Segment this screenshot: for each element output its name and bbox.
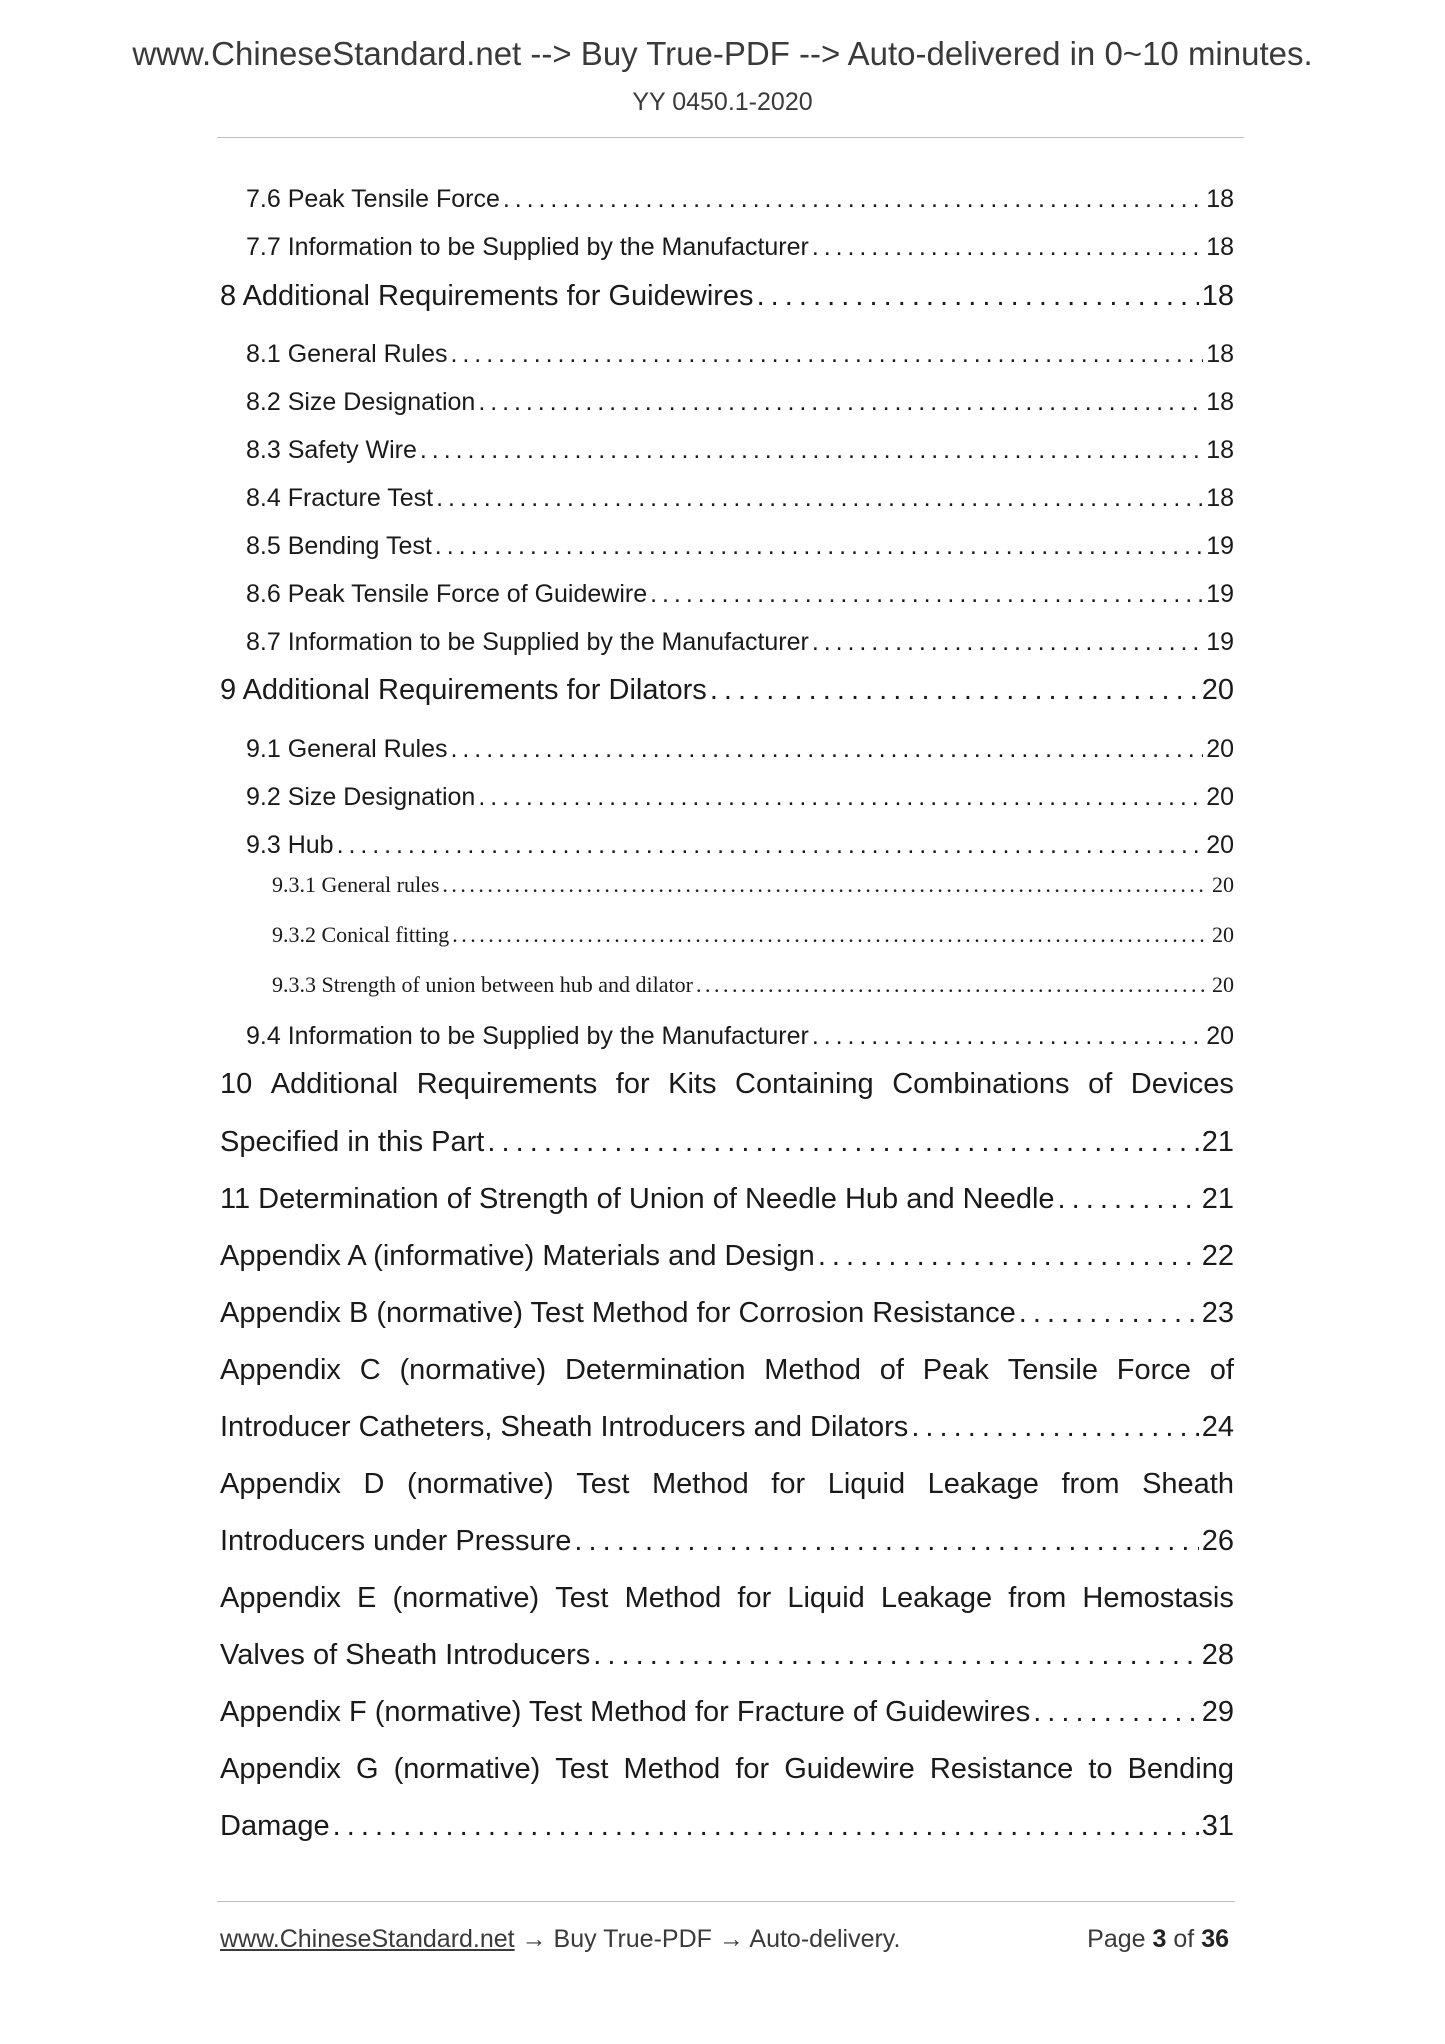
toc-entry-word: Guidewire <box>784 1753 915 1785</box>
toc-entry[interactable] <box>246 831 1234 860</box>
toc-entry-page: 20 <box>1212 872 1234 897</box>
toc-entry-word: Sheath <box>1142 1468 1234 1500</box>
toc-leader <box>420 436 1203 465</box>
toc-entry[interactable] <box>220 1183 1234 1216</box>
toc-leader <box>650 580 1203 609</box>
toc-entry[interactable] <box>220 1639 1234 1672</box>
toc-entry-page: 20 <box>1206 783 1234 811</box>
toc-entry-page: 18 <box>1206 340 1234 368</box>
toc-entry-page: 18 <box>1206 185 1234 213</box>
toc-entry-title: 7.7 Information to be Supplied by the Manufacturer <box>246 233 809 261</box>
toc-entry-word: for <box>737 1582 772 1614</box>
toc-entry-word: 10 <box>220 1068 253 1100</box>
toc-leader <box>478 783 1203 812</box>
toc-leader <box>757 280 1199 313</box>
toc-entry-word: (normative) <box>407 1468 554 1500</box>
toc-entry-word: G <box>355 1753 379 1785</box>
page-total: 36 <box>1201 1925 1229 1953</box>
toc-entry-word: Devices <box>1130 1068 1234 1100</box>
toc-entry[interactable] <box>220 1240 1234 1273</box>
toc-entry-word: Containing <box>735 1068 874 1100</box>
toc-leader <box>451 735 1204 764</box>
toc-entry-title: 9.3 Hub <box>246 831 334 859</box>
toc-entry-title: 8.6 Peak Tensile Force of Guidewire <box>246 580 648 608</box>
toc-leader <box>435 532 1203 561</box>
toc-entry-title: Specified in this Part <box>220 1126 485 1158</box>
toc-leader <box>503 185 1203 214</box>
toc-entry-title: 9.3.2 Conical fitting <box>272 922 450 947</box>
toc-entry-word: Leakage <box>927 1468 1039 1500</box>
toc-entry-word: Bending <box>1127 1753 1234 1785</box>
toc-entry-word: to <box>1088 1753 1113 1785</box>
toc-entry-title: Valves of Sheath Introducers <box>220 1639 591 1671</box>
toc-entry-word: Liquid <box>787 1582 865 1614</box>
toc-entry-word: Kits <box>668 1068 717 1100</box>
toc-entry-word: Method <box>764 1354 861 1386</box>
toc-entry-page: 20 <box>1201 674 1234 706</box>
toc-entry-line1 <box>220 1582 1234 1615</box>
toc-leader <box>451 340 1204 369</box>
toc-entry[interactable] <box>220 280 1234 313</box>
toc-entry-word: Appendix <box>220 1468 341 1500</box>
toc-entry-word: Tensile <box>1007 1354 1098 1386</box>
toc-entry-word: for <box>735 1753 770 1785</box>
document-number: YY 0450.1-2020 <box>632 88 813 116</box>
toc-entry-word: Test <box>555 1582 609 1614</box>
toc-entry[interactable] <box>272 922 1234 948</box>
toc-entry[interactable] <box>246 735 1234 764</box>
toc-entry-word: Peak <box>922 1354 989 1386</box>
footer-link <box>220 1925 900 1954</box>
toc-entry-page: 18 <box>1201 280 1234 312</box>
toc-entry-page: 18 <box>1206 388 1234 416</box>
toc-entry-title: 9.4 Information to be Supplied by the Manufacturer <box>246 1022 809 1050</box>
toc-entry[interactable] <box>220 1696 1234 1729</box>
toc-entry-word: Leakage <box>880 1582 993 1614</box>
toc-entry-word: for <box>615 1068 650 1100</box>
toc-entry-title: 7.6 Peak Tensile Force <box>246 185 500 213</box>
toc-entry-word: (normative) <box>392 1582 540 1614</box>
toc-entry[interactable] <box>220 1525 1234 1558</box>
toc-entry-title: 9.2 Size Designation <box>246 783 476 811</box>
toc-entry-word: of <box>1088 1068 1113 1100</box>
toc-entry-title: 8 Additional Requirements for Guidewires <box>220 280 754 312</box>
toc-entry-page: 20 <box>1206 1022 1234 1050</box>
toc-entry-page: 19 <box>1206 532 1234 560</box>
toc-leader <box>710 674 1199 707</box>
toc-entry-page: 28 <box>1201 1639 1234 1671</box>
page-label: Page <box>1087 1925 1146 1953</box>
toc-entry[interactable] <box>220 1810 1234 1843</box>
footer-divider <box>217 1901 1235 1902</box>
toc-entry-word: Determination <box>564 1354 746 1386</box>
toc-entry-word: Appendix <box>220 1354 341 1386</box>
toc-leader <box>487 1126 1198 1159</box>
toc-entry-word: Hemostasis <box>1082 1582 1234 1614</box>
toc-leader <box>593 1639 1199 1672</box>
toc-entry-page: 22 <box>1201 1240 1234 1272</box>
toc-entry-title: Appendix A (informative) Materials and Design <box>220 1240 815 1272</box>
toc-entry-page: 24 <box>1201 1411 1234 1443</box>
toc-entry-word: Test <box>576 1468 630 1500</box>
toc-entry-page: 21 <box>1201 1126 1234 1158</box>
toc-entry-page: 19 <box>1206 628 1234 656</box>
toc-entry-word: Additional <box>270 1068 399 1100</box>
toc-entry-word: Method <box>623 1753 721 1785</box>
toc-entry[interactable] <box>246 436 1234 465</box>
toc-entry[interactable] <box>246 532 1234 561</box>
toc-entry-line1 <box>220 1753 1234 1786</box>
toc-leader <box>452 922 1209 948</box>
toc-entry[interactable] <box>246 628 1234 657</box>
toc-entry-title: Damage <box>220 1810 330 1842</box>
toc-entry-title: 8.2 Size Designation <box>246 388 476 416</box>
toc-entry-word: of <box>1209 1354 1234 1386</box>
toc-entry-title: 9.3.3 Strength of union between hub and dilator <box>272 972 693 997</box>
toc-entry-page: 20 <box>1206 735 1234 763</box>
toc-entry-word: Combinations <box>892 1068 1070 1100</box>
toc-entry[interactable] <box>246 580 1234 609</box>
toc-entry-word: Appendix <box>220 1753 341 1785</box>
toc-entry-word: (normative) <box>399 1354 547 1386</box>
toc-entry-word: of <box>879 1354 904 1386</box>
toc-leader <box>574 1525 1198 1558</box>
toc-entry[interactable] <box>246 1022 1234 1051</box>
toc-entry[interactable] <box>246 388 1234 417</box>
toc-entry-page: 18 <box>1206 484 1234 512</box>
toc-leader <box>696 972 1209 998</box>
toc-entry-title: 8.1 General Rules <box>246 340 448 368</box>
toc-entry-page: 20 <box>1212 922 1234 947</box>
toc-entry-word: E <box>357 1582 377 1614</box>
toc-entry-title: 11 Determination of Strength of Union of Needle Hub and Needle <box>220 1183 1055 1215</box>
toc-leader <box>812 628 1203 657</box>
page-indicator <box>1087 1925 1229 1954</box>
toc-leader <box>812 1022 1203 1051</box>
toc-entry-title: Appendix F (normative) Test Method for Fracture of Guidewires <box>220 1696 1031 1728</box>
toc-entry-page: 20 <box>1212 972 1234 997</box>
toc-entry-word: Requirements <box>416 1068 598 1100</box>
toc-entry[interactable] <box>220 1411 1234 1444</box>
toc-entry-title: 8.3 Safety Wire <box>246 436 417 464</box>
toc-entry-title: 8.5 Bending Test <box>246 532 432 560</box>
toc-entry-word: Method <box>624 1582 722 1614</box>
toc-entry-title: 9.1 General Rules <box>246 735 448 763</box>
toc-entry[interactable] <box>246 340 1234 369</box>
toc-entry-word: Method <box>651 1468 749 1500</box>
page-current: 3 <box>1152 1925 1167 1953</box>
footer-tagline: → Buy True-PDF → Auto-delivery. <box>521 1925 901 1953</box>
toc-entry-word: C <box>359 1354 381 1386</box>
toc-entry-word: (normative) <box>393 1753 541 1785</box>
toc-entry-word: Force <box>1116 1354 1191 1386</box>
toc-entry-word: D <box>363 1468 385 1500</box>
toc-entry-word: from <box>1061 1468 1120 1500</box>
toc-entry[interactable] <box>272 972 1234 998</box>
toc-entry-title: 8.4 Fracture Test <box>246 484 434 512</box>
toc-entry-title: 9.3.1 General rules <box>272 872 440 897</box>
toc-entry-title: 9 Additional Requirements for Dilators <box>220 674 707 706</box>
toc-leader <box>442 872 1209 898</box>
toc-entry-page: 18 <box>1206 233 1234 261</box>
toc-entry[interactable] <box>272 872 1234 898</box>
toc-entry-word: Test <box>555 1753 609 1785</box>
header-divider <box>217 137 1244 138</box>
toc-leader <box>812 233 1203 262</box>
toc-entry-word: for <box>771 1468 806 1500</box>
toc-leader <box>1058 1183 1199 1216</box>
toc-entry-line1 <box>220 1068 1234 1101</box>
toc-entry-title: Introducers under Pressure <box>220 1525 572 1557</box>
toc-leader <box>337 831 1204 860</box>
toc-entry[interactable] <box>246 783 1234 812</box>
toc-entry-page: 26 <box>1201 1525 1234 1557</box>
toc-leader <box>1033 1696 1199 1729</box>
toc-entry-word: Resistance <box>929 1753 1074 1785</box>
toc-entry-page: 20 <box>1206 831 1234 859</box>
toc-entry-word: Liquid <box>827 1468 906 1500</box>
toc-entry-word: Appendix <box>220 1582 341 1614</box>
toc-entry-word: from <box>1008 1582 1067 1614</box>
toc-entry-page: 21 <box>1201 1183 1234 1215</box>
toc-entry[interactable] <box>246 484 1234 513</box>
toc-leader <box>1019 1297 1199 1330</box>
header-banner: www.ChineseStandard.net --> Buy True-PDF --> Auto-delivered in 0~10 minutes. <box>132 35 1313 72</box>
toc-entry-page: 23 <box>1201 1297 1234 1329</box>
toc-leader <box>436 484 1203 513</box>
toc-entry[interactable] <box>246 185 1234 214</box>
toc-entry[interactable] <box>246 233 1234 262</box>
toc-entry[interactable] <box>220 1126 1234 1159</box>
toc-entry-title: 8.7 Information to be Supplied by the Manufacturer <box>246 628 809 656</box>
toc-entry[interactable] <box>220 674 1234 707</box>
toc-entry-page: 19 <box>1206 580 1234 608</box>
footer-url-link[interactable]: www.ChineseStandard.net <box>220 1925 515 1953</box>
toc-leader <box>818 1240 1199 1273</box>
toc-leader <box>911 1411 1198 1444</box>
toc-leader <box>478 388 1203 417</box>
page-of-label: of <box>1173 1925 1195 1953</box>
toc-entry-title: Appendix B (normative) Test Method for Corrosion Resistance <box>220 1297 1016 1329</box>
toc-entry-title: Introducer Catheters, Sheath Introducers and Dilators <box>220 1411 909 1443</box>
toc-entry-line1 <box>220 1354 1234 1387</box>
toc-entry-line1 <box>220 1468 1234 1501</box>
toc-entry-page: 31 <box>1201 1810 1234 1842</box>
toc-leader <box>333 1810 1199 1843</box>
toc-entry-page: 18 <box>1206 436 1234 464</box>
toc-entry[interactable] <box>220 1297 1234 1330</box>
toc-entry-page: 29 <box>1201 1696 1234 1728</box>
